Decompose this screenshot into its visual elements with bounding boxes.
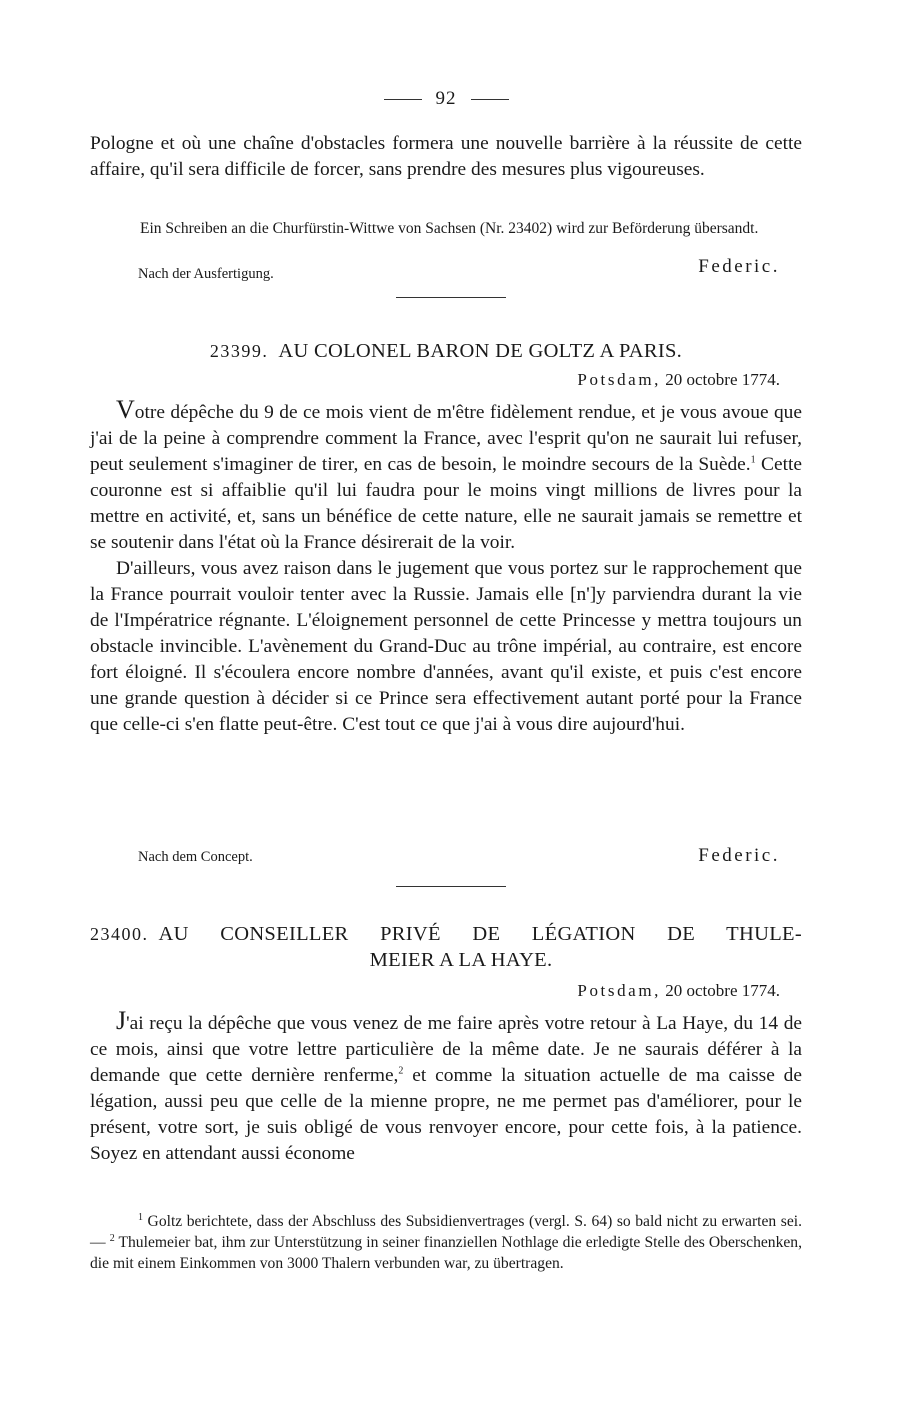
signature-2: Federic. (698, 845, 780, 866)
initial-letter: J (116, 1006, 127, 1035)
running-header (90, 88, 802, 110)
letter-body-23399 (90, 397, 802, 738)
footnote-ref-2: 2 (398, 1065, 404, 1077)
header-rule-left (384, 99, 422, 100)
letter-heading-23399 (90, 338, 802, 364)
letter-title-line-2: MEIER A LA HAYE. (369, 949, 553, 971)
page-number: 92 (435, 88, 457, 109)
source-note-1: Nach der Ausfertigung. (138, 266, 274, 282)
footnotes (90, 1211, 802, 1274)
date-place: Potsdam, (577, 370, 662, 389)
signature-1: Federic. (698, 256, 780, 277)
footnote-marker-1: 1 (138, 1211, 143, 1223)
footnote-text: $^1$ Goltz berichtete, dass der Abschluss des Subsidienvertrages (vergl. S. 64) so bald nicht zu erwarten sei. — $^2$ Thulemeier bat, ihm zur Unterstützung in seiner finanziellen Nothlage die erledigte Stelle des Oberschenken, die mit einem Einkommen von 3000 Thalern verbunden war, zu übertragen. (90, 1211, 802, 1272)
initial-letter: V (116, 395, 135, 424)
footnote-marker-2: 2 (109, 1232, 115, 1244)
editorial-note-text: Ein Schreiben an die Churfürstin-Wittwe von Sachsen (Nr. 23402) wird zur Beförderung übersandt. (140, 220, 759, 237)
body-paragraph-1: J'ai reçu la dépêche que vous venez de me faire après votre retour à La Haye, du 14 de ce mois, ainsi que votre lettre particulière de la même date. Je ne saurais déférer à la demande que cette dernière renferme,$^2$ et comme la situation actuelle de ma caisse de légation, aussi peu que celle de la mienne propre, ne me permet pas d'améliorer, pour le présent, votre sort, je suis obligé de vous renvoyer encore, pour cette fois, à la patience. Soyez en attendant aussi économe (90, 1006, 802, 1164)
separator-2 (396, 886, 506, 887)
letter-number: 23400. (90, 924, 149, 944)
book-page (90, 0, 802, 1404)
date-place: Potsdam, (577, 981, 662, 1000)
letter-date-23400 (577, 981, 780, 1001)
letter-title: AU COLONEL BARON DE GOLTZ A PARIS. (278, 340, 683, 362)
body-paragraph-1: Votre dépêche du 9 de ce mois vient de m'être fidèlement rendue, et je vous avoue que j'ai de la peine à comprendre comment la France, avec l'esprit qu'on ne saurait lui refuser, peut seulement s'imaginer de tirer, en cas de besoin, le moindre secours de la Suède.$^1$ Cette couronne est si affaiblie qu'il lui faudra pour le moins vingt millions de livres pour la mettre en activité, et, sans un bénéfice de cette nature, elle ne saurait jamais se remettre et se soutenir dans l'état où la France désirerait de la voir. (90, 395, 802, 553)
separator-1 (396, 297, 506, 298)
letter-title-line-1: AU CONSEILLER PRIVÉ DE LÉGATION DE THULE- (158, 923, 802, 945)
editorial-note (90, 218, 802, 239)
letter-date-23399 (577, 370, 780, 390)
date-value: 20 octobre 1774. (665, 370, 780, 389)
header-rule-right (471, 99, 509, 100)
source-note-2: Nach dem Concept. (138, 849, 253, 865)
letter-body-23400 (90, 1008, 802, 1167)
footnote-ref-1: 1 (750, 454, 756, 466)
letter-heading-23400 (90, 921, 802, 973)
letter-number: 23399. (209, 341, 269, 361)
continued-letter (90, 131, 802, 183)
continued-paragraph: Pologne et où une chaîne d'obstacles formera une nouvelle barrière à la réussite de cette affaire, qu'il sera difficile de forcer, sans prendre des mesures plus vigoureuses. (90, 133, 802, 180)
date-value: 20 octobre 1774. (665, 981, 780, 1000)
body-paragraph-2: D'ailleurs, vous avez raison dans le jugement que vous portez sur le rapprochement que la France pourrait vouloir tenter avec la Russie. Jamais elle [n']y parviendra durant la vie de l'Impératrice régnante. L'éloignement personnel de cette Princesse y mettra toujours un obstacle invincible. L'avènement du Grand-Duc au trône impérial, au contraire, est encore fort éloigné. Il s'écoulera encore nombre d'années, avant qu'il existe, et puis c'est encore une grande question à décider si ce Prince sera effectivement autant porté pour la France que celle-ci s'en flatte peut-être. C'est tout ce que j'ai à vous dire aujourd'hui. (90, 558, 802, 735)
